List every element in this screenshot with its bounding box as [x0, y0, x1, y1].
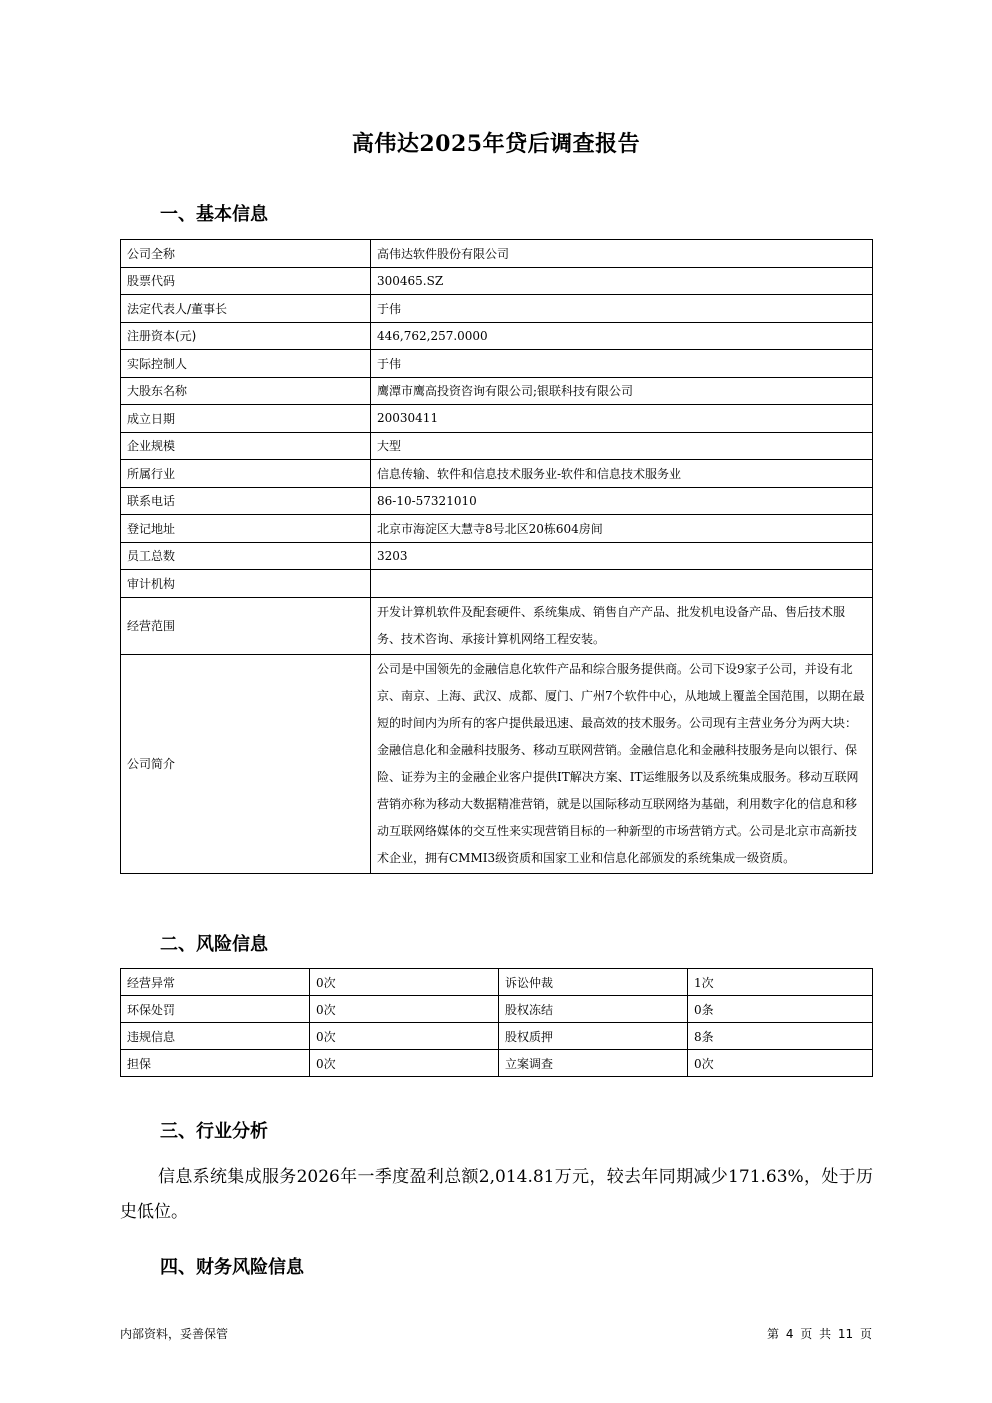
row-value: 北京市海淀区大慧寺8号北区20栋604房间	[371, 515, 873, 543]
table-row	[121, 654, 873, 873]
report-title: 高伟达2025年贷后调查报告	[351, 131, 641, 157]
table-row	[121, 969, 873, 996]
row-value: 公司是中国领先的金融信息化软件产品和综合服务提供商。公司下设9家子公司，并设有北京、南京、上海、武汉、成都、厦门、广州7个软件中心，从地域上覆盖全国范围，以期在最短的时间内为所有的客户提供最迅速、最高效的技术服务。公司现有主营业务分为两大块：金融信息化和金融科技服务、移动互联网营销。金融信息化和金融科技服务是向以银行、保险、证券为主的金融企业客户提供IT解决方案、IT运维服务以及系统集成服务。移动互联网营销亦称为移动大数据精准营销，就是以国际移动互联网络为基础，利用数字化的信息和移动互联网络媒体的交互性来实现营销目标的一种新型的市场营销方式。公司是北京市高新技术企业，拥有CMMI3级资质和国家工业和信息化部颁发的系统集成一级资质。	[371, 654, 873, 873]
row-label: 注册资本(元)	[121, 322, 371, 350]
row-value: 鹰潭市鹰高投资咨询有限公司;银联科技有限公司	[371, 377, 873, 405]
row-label: 经营范围	[121, 597, 371, 654]
row-value: 于伟	[371, 350, 873, 378]
risk-label: 诉讼仲裁	[499, 969, 688, 996]
risk-value: 0次	[688, 1050, 873, 1077]
risk-label: 股权质押	[499, 1023, 688, 1050]
row-label: 联系电话	[121, 487, 371, 515]
row-value: 86-10-57321010	[371, 487, 873, 515]
risk-label: 担保	[121, 1050, 310, 1077]
table-row	[121, 542, 873, 570]
risk-label: 立案调查	[499, 1050, 688, 1077]
row-label: 实际控制人	[121, 350, 371, 378]
row-label: 企业规模	[121, 432, 371, 460]
footer-confidential-note: 内部资料，妥善保管	[120, 1327, 229, 1341]
table-row	[121, 240, 873, 268]
table-row	[121, 597, 873, 654]
risk-value: 0次	[310, 996, 499, 1023]
section-finance-heading: 四、财务风险信息	[160, 1257, 304, 1278]
row-label: 所属行业	[121, 460, 371, 488]
risk-label: 股权冻结	[499, 996, 688, 1023]
section-risk-heading: 二、风险信息	[160, 934, 268, 955]
risk-value: 1次	[688, 969, 873, 996]
row-label: 成立日期	[121, 405, 371, 433]
risk-label: 环保处罚	[121, 996, 310, 1023]
row-label: 大股东名称	[121, 377, 371, 405]
risk-value: 0次	[310, 1023, 499, 1050]
row-value: 高伟达软件股份有限公司	[371, 240, 873, 268]
table-row	[121, 460, 873, 488]
risk-value: 0次	[310, 1050, 499, 1077]
row-value: 300465.SZ	[371, 267, 873, 295]
industry-analysis-text: 信息系统集成服务2026年一季度盈利总额2,014.81万元，较去年同期减少171.63%，处于历史低位。	[120, 1167, 873, 1222]
row-label: 员工总数	[121, 542, 371, 570]
basic-info-table	[120, 239, 873, 874]
section-industry-heading: 三、行业分析	[160, 1121, 268, 1142]
row-value: 3203	[371, 542, 873, 570]
table-row	[121, 350, 873, 378]
table-row	[121, 1023, 873, 1050]
row-value	[371, 570, 873, 598]
row-label: 公司全称	[121, 240, 371, 268]
row-value: 于伟	[371, 295, 873, 323]
table-row	[121, 570, 873, 598]
risk-value: 8条	[688, 1023, 873, 1050]
row-value: 446,762,257.0000	[371, 322, 873, 350]
table-row	[121, 377, 873, 405]
section-basic-heading: 一、基本信息	[160, 204, 268, 225]
risk-value: 0条	[688, 996, 873, 1023]
row-label: 法定代表人/董事长	[121, 295, 371, 323]
table-row	[121, 295, 873, 323]
table-row	[121, 322, 873, 350]
table-row	[121, 487, 873, 515]
table-row	[121, 432, 873, 460]
risk-value: 0次	[310, 969, 499, 996]
row-value: 大型	[371, 432, 873, 460]
risk-label: 经营异常	[121, 969, 310, 996]
row-value: 开发计算机软件及配套硬件、系统集成、销售自产产品、批发机电设备产品、售后技术服务、技术咨询、承接计算机网络工程安装。	[371, 597, 873, 654]
table-row	[121, 515, 873, 543]
row-label: 审计机构	[121, 570, 371, 598]
row-value: 信息传输、软件和信息技术服务业-软件和信息技术服务业	[371, 460, 873, 488]
table-row	[121, 267, 873, 295]
row-value: 20030411	[371, 405, 873, 433]
row-label: 股票代码	[121, 267, 371, 295]
risk-info-table	[120, 968, 873, 1077]
table-row	[121, 1050, 873, 1077]
table-row	[121, 405, 873, 433]
footer-page-number: 第 4 页 共 11 页	[767, 1327, 872, 1341]
table-row	[121, 996, 873, 1023]
row-label: 登记地址	[121, 515, 371, 543]
risk-label: 违规信息	[121, 1023, 310, 1050]
row-label: 公司简介	[121, 654, 371, 873]
